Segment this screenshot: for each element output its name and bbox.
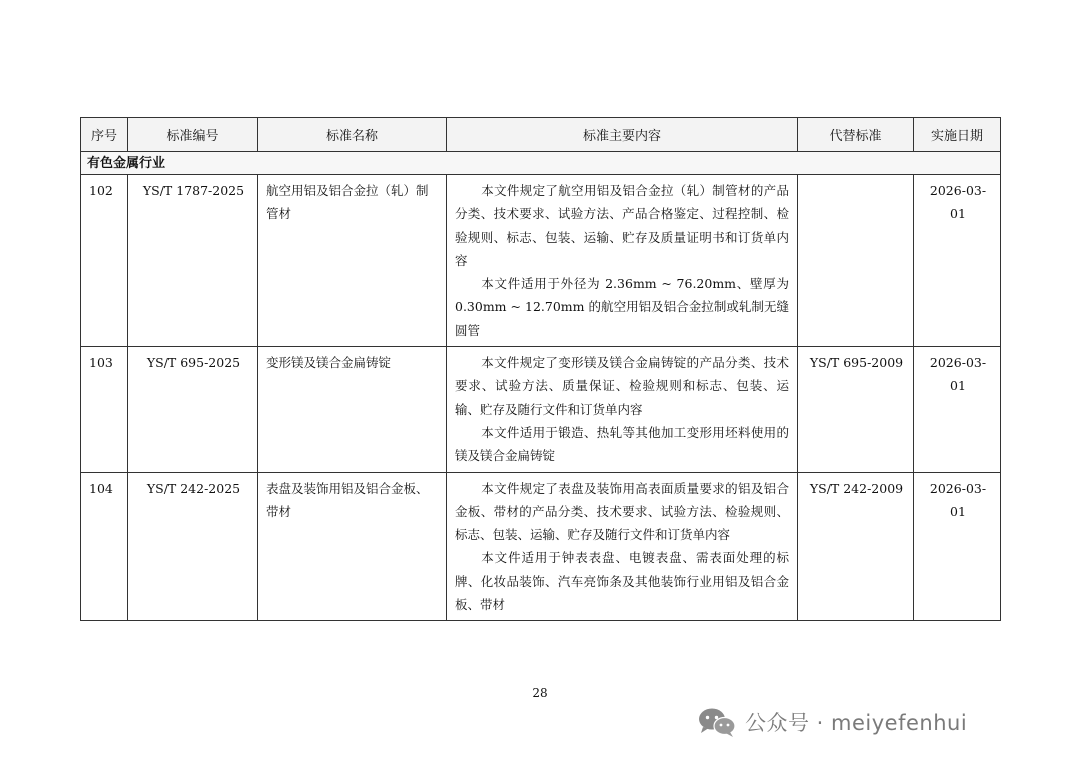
header-no: 序号 bbox=[81, 118, 128, 152]
row-name: 变形镁及镁合金扁铸锭 bbox=[258, 347, 447, 472]
row-content bbox=[447, 472, 798, 621]
row-replaces: YS/T 242-2009 bbox=[798, 472, 914, 621]
header-name: 标准名称 bbox=[258, 118, 447, 152]
row-replaces: YS/T 695-2009 bbox=[798, 347, 914, 472]
content-scope-paragraph: 本文件规定了变形镁及镁合金扁铸锭的产品分类、技术要求、试验方法、质量保证、检验规则和标志、包装、运输、贮存及随行文件和订货单内容 bbox=[455, 355, 789, 417]
content-scope-paragraph: 本文件规定了航空用铝及铝合金拉（轧）制管材的产品分类、技术要求、试验方法、产品合格鉴定、过程控制、检验规则、标志、包装、运输、贮存及质量证明书和订货单内容 bbox=[455, 183, 789, 268]
row-content bbox=[447, 347, 798, 472]
table-row bbox=[81, 175, 1001, 347]
row-date: 2026-03-01 bbox=[914, 175, 1001, 347]
wechat-icon bbox=[697, 706, 737, 738]
row-code: YS/T 242-2025 bbox=[128, 472, 258, 621]
standards-table bbox=[80, 117, 1001, 621]
content-scope-paragraph: 本文件规定了表盘及装饰用高表面质量要求的铝及铝合金板、带材的产品分类、技术要求、试验方法、检验规则、标志、包装、运输、贮存及随行文件和订货单内容 bbox=[455, 480, 789, 543]
row-no: 104 bbox=[81, 472, 128, 621]
watermark-text: 公众号 · meiyefenhui bbox=[745, 711, 968, 735]
row-content bbox=[447, 175, 798, 347]
row-name: 航空用铝及铝合金拉（轧）制管材 bbox=[258, 175, 447, 347]
header-replaces: 代替标准 bbox=[798, 118, 914, 152]
section-row bbox=[81, 152, 1001, 175]
table-row bbox=[81, 472, 1001, 621]
row-replaces bbox=[798, 175, 914, 347]
content-application-paragraph: 本文件适用于钟表表盘、电镀表盘、需表面处理的标牌、化妆品装饰、汽车亮饰条及其他装饰行业用铝及铝合金板、带材 bbox=[455, 550, 789, 613]
row-date: 2026-03-01 bbox=[914, 347, 1001, 472]
table-header-row bbox=[81, 118, 1001, 152]
header-code: 标准编号 bbox=[128, 118, 258, 152]
section-title: 有色金属行业 bbox=[81, 152, 1001, 175]
header-date: 实施日期 bbox=[914, 118, 1001, 152]
row-date: 2026-03-01 bbox=[914, 472, 1001, 621]
watermark bbox=[697, 704, 967, 740]
row-code: YS/T 695-2025 bbox=[128, 347, 258, 472]
content-application-paragraph: 本文件适用于锻造、热轧等其他加工变形用坯料使用的镁及镁合金扁铸锭 bbox=[455, 424, 789, 464]
content-application-paragraph: 本文件适用于外径为 2.36mm ~ 76.20mm、壁厚为 0.30mm ~ 12.70mm 的航空用铝及铝合金拉制或轧制无缝圆管 bbox=[455, 276, 789, 338]
page-number: 28 bbox=[532, 686, 548, 700]
row-no: 102 bbox=[81, 175, 128, 347]
row-code: YS/T 1787-2025 bbox=[128, 175, 258, 347]
header-content: 标准主要内容 bbox=[447, 118, 798, 152]
table-row bbox=[81, 347, 1001, 472]
row-no: 103 bbox=[81, 347, 128, 472]
row-name: 表盘及装饰用铝及铝合金板、带材 bbox=[258, 472, 447, 621]
